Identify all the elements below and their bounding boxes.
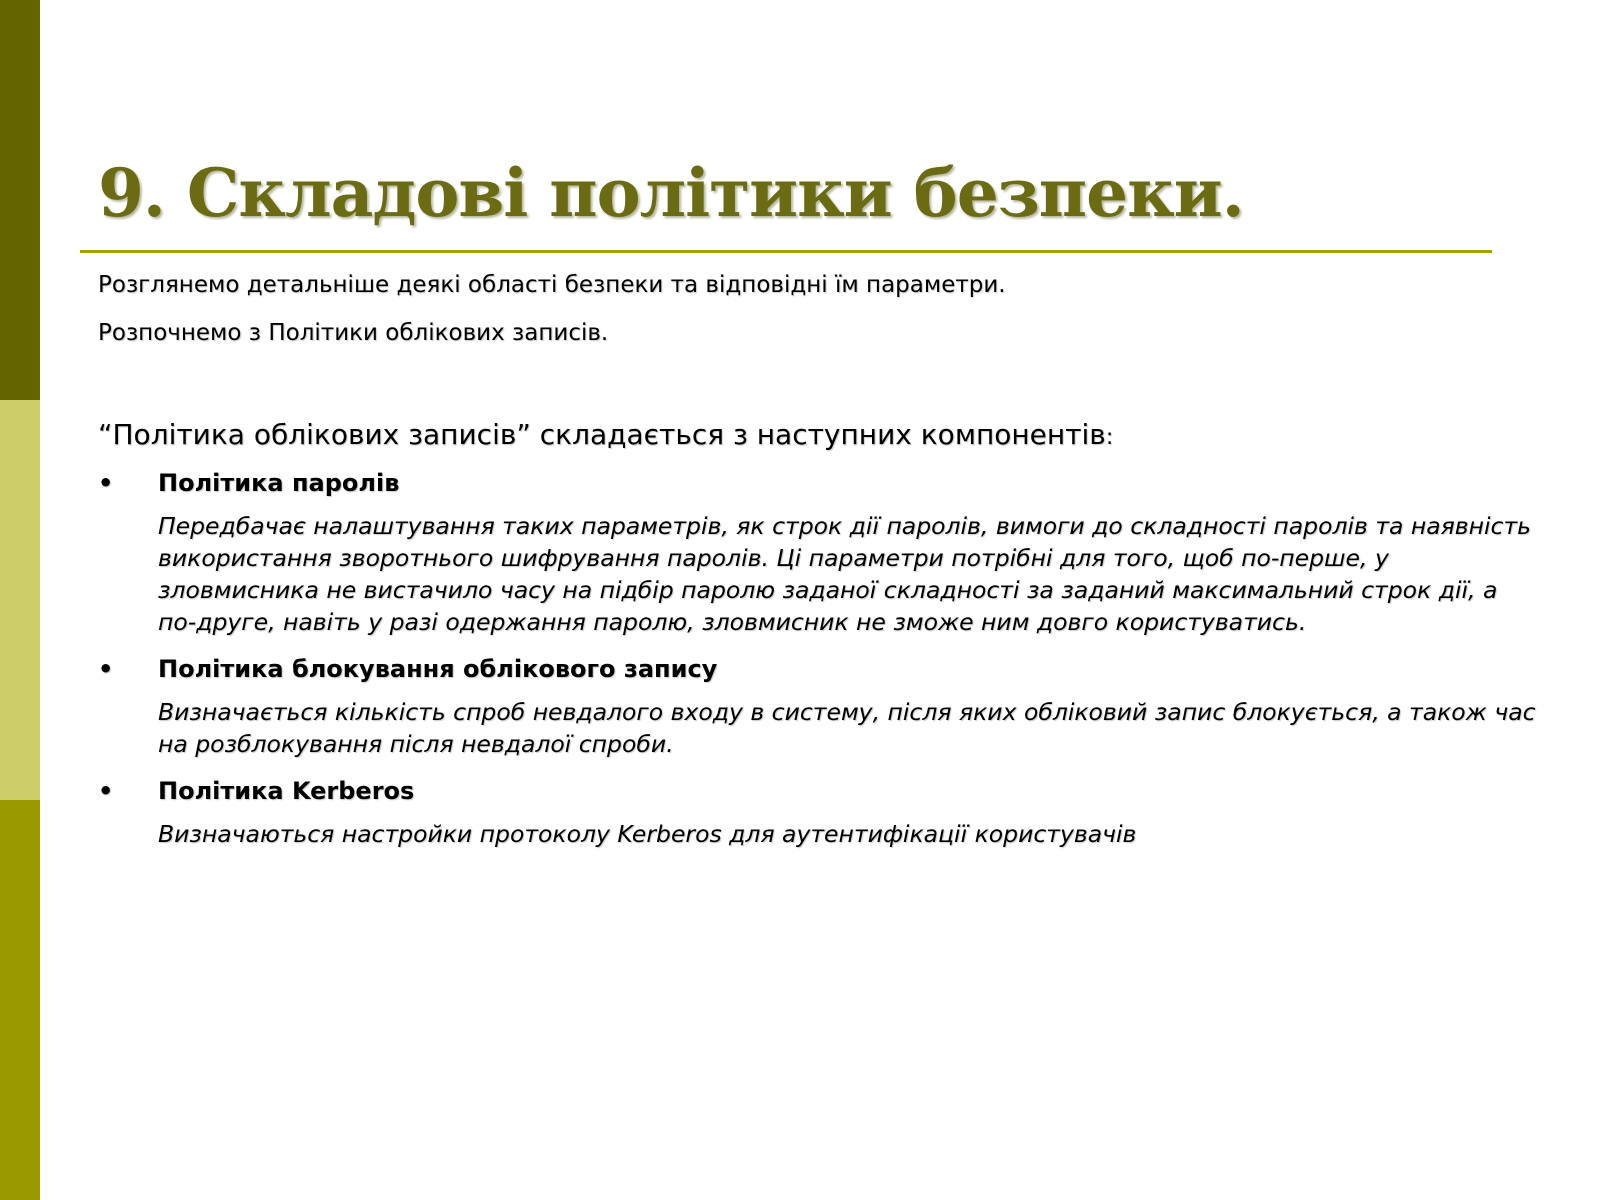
components-heading (98, 417, 1113, 456)
title-underline (80, 250, 1492, 253)
decorative-stripe-middle (0, 400, 40, 800)
bullet-icon: • (98, 655, 114, 683)
components-heading-text: “Політика облікових записів” складається з наступних компонентів (98, 418, 1106, 451)
policy-title: Політика паролів (158, 469, 400, 497)
components-heading-colon: : (1105, 425, 1114, 450)
policy-description: Передбачає налаштування таких параметрів, як строк дії паролів, вимоги до складності паролів та наявність використання зворотнього шифрування паролів. Ці параметри потрібні для того, щоб по-перше, у зловмисника не вистачило часу на підбір паролю заданої складності за заданий максимальний строк дії, а по-друге, навіть у разі одержання паролю, зловмисник не зможе ним довго користуватись. (158, 512, 1531, 636)
policy-item-kerberos (98, 774, 1538, 850)
decorative-stripe-bottom (0, 800, 40, 1200)
policy-title: Політика блокування облікового запису (158, 655, 718, 683)
policy-item-account-lockout (98, 652, 1538, 760)
bullet-icon: • (98, 469, 114, 497)
intro-line-2: Розпочнемо з Політики облікових записів. (98, 320, 609, 346)
policy-item-passwords (98, 466, 1538, 638)
policy-list (98, 466, 1538, 864)
intro-line-1: Розглянемо детальніше деякі області безпеки та відповідні їм параметри. (98, 272, 1006, 298)
slide-title: 9. Складові політики безпеки. (98, 154, 1244, 232)
policy-description: Визначаються настройки протоколу Kerberos для аутентифікації користувачів (158, 820, 1137, 848)
bullet-icon: • (98, 777, 114, 805)
decorative-stripe-top (0, 0, 40, 400)
policy-title: Політика Kerberos (158, 777, 415, 805)
policy-description: Визначається кількість спроб невдалого входу в систему, після яких обліковий запис блокується, а також час на розблокування після невдалої спроби. (158, 698, 1536, 758)
